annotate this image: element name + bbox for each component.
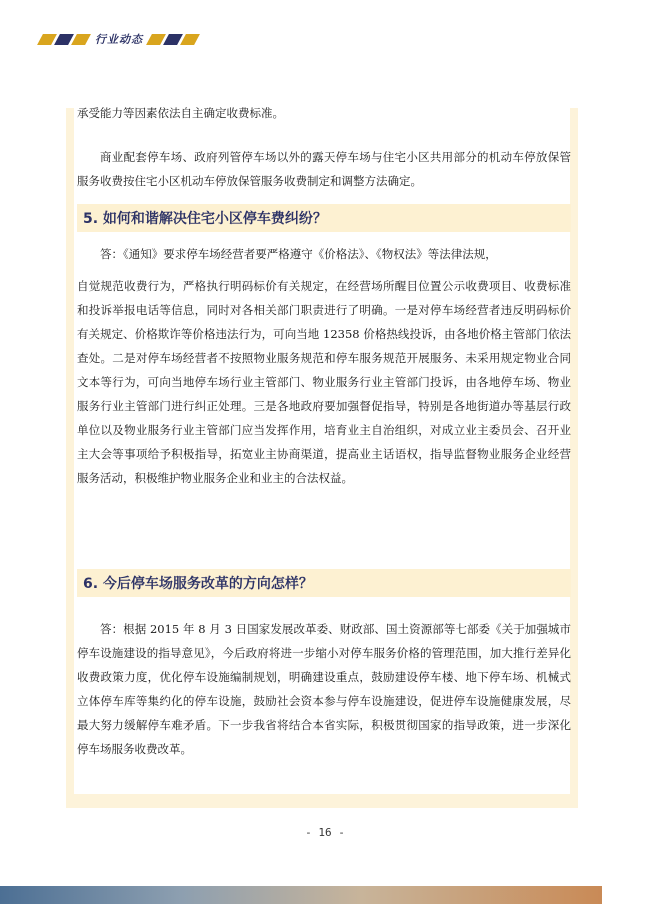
answer-q5-body: 自觉规范收费行为，严格执行明码标价有关规定，在经营场所醒目位置公示收费项目、收费标准和投诉举报电话等信息，同时对各相关部门职责进行了明确。一是对停车场经营者违反明码标价有关规定、价格欺诈等价格违法行为，可向当地 12358 价格热线投诉，由各地价格主管部门依法查处。二是对停车场经营者不按照物业服务规范和停车服务规范开展服务、未采用规定物业合同文本等行为，可向当地停车场行业主管部门、物业服务行业主管部门投诉，由各地停车场、物业服务行业主管部门进行纠正处理。三是各地政府要加强督促指导，特别是各地街道办等基层行政单位以及物业服务行业主管部门应当发挥作用，培育业主自治组织，对成立业主委员会、召开业主大会等事项给予积极指导，拓宽业主协商渠道，提高业主话语权，指导监督物业服务企业经营服务活动，积极维护物业服务企业和业主的合法权益。 (77, 279, 571, 485)
section-label: 行业动态 (95, 33, 143, 46)
section-heading-q5: 5. 如何和谐解决住宅小区停车费纠纷？ (77, 204, 571, 232)
answer-q6: 答：根据 2015 年 8 月 3 日国家发展改革委、财政部、国土资源部等七部委《关于加强城市停车设施建设的指导意见》，今后政府将进一步缩小对停车服务价格的管理范围，加大推行差异化收费政策力度，优化停车设施编制规划，明确建设重点，鼓励建设停车楼、地下停车场、机械式立体停车库等集约化的停车设施，鼓励社会资本参与停车设施建设，促进停车设施健康发展，尽最大努力缓解停车难矛盾。下一步我省将结合本省实际，积极贯彻国家的指导政策，进一步深化停车场服务收费改革。 (77, 622, 571, 756)
header-stripe-decoration (71, 34, 91, 45)
header-stripe-decoration (180, 34, 200, 45)
section-heading-q6: 6. 今后停车场服务改革的方向怎样？ (77, 569, 571, 597)
paragraph-commercial-parking: 商业配套停车场、政府列管停车场以外的露天停车场与住宅小区共用部分的机动车停放保管服务收费按住宅小区机动车停放保管服务收费制定和调整方法确定。 (77, 150, 571, 188)
section-header (40, 32, 200, 46)
page-number: - 16 - (305, 826, 345, 839)
footer-road-image (0, 886, 602, 904)
answer-q5-opening: 答：《通知》要求停车场经营者要严格遵守《价格法》、《物权法》等法律法规， (100, 247, 497, 261)
paragraph-continuation: 承受能力等因素依法自主确定收费标准。 (77, 106, 284, 120)
